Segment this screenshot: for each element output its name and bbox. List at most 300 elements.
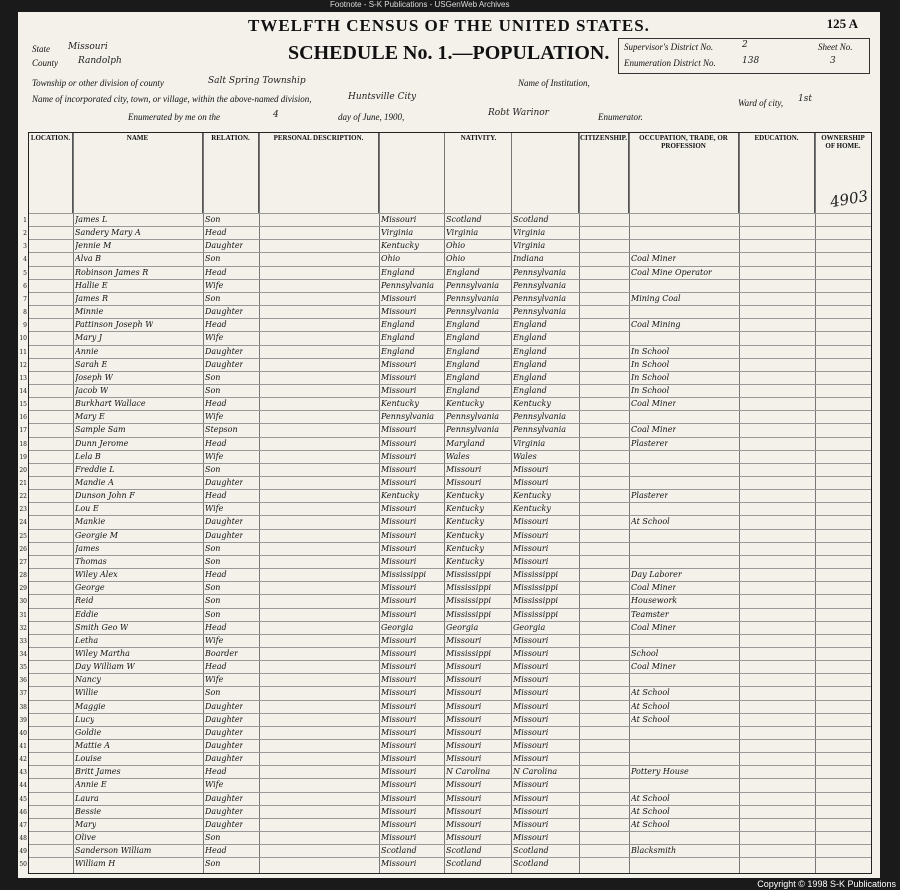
- father-birthplace: Missouri: [446, 478, 482, 487]
- line-number: 34: [19, 650, 27, 658]
- line-number: 23: [19, 506, 27, 514]
- mother-birthplace: Missouri: [513, 530, 549, 540]
- occupation: Coal Miner: [631, 399, 677, 409]
- relation: Head: [205, 228, 227, 238]
- line-number: 5: [23, 269, 27, 277]
- relation: Wife: [205, 451, 224, 461]
- father-birthplace: England: [446, 333, 480, 343]
- relation: Wife: [205, 675, 224, 685]
- father-birthplace: Mississippi: [446, 596, 492, 606]
- line-number: 32: [19, 624, 27, 632]
- line-number: 18: [19, 440, 27, 448]
- mother-birthplace: Georgia: [513, 622, 546, 632]
- birthplace: Missouri: [381, 754, 417, 764]
- mother-birthplace: N Carolina: [513, 767, 558, 777]
- person-name: Alva B: [75, 254, 102, 264]
- father-birthplace: Missouri: [446, 675, 482, 685]
- stamp-number: 4903: [828, 186, 870, 212]
- relation: Head: [205, 662, 227, 672]
- line-number: 10: [19, 335, 27, 343]
- father-birthplace: Missouri: [446, 754, 482, 764]
- occupation: At School: [631, 806, 670, 816]
- father-birthplace: Kentucky: [446, 530, 484, 540]
- relation: Daughter: [205, 701, 244, 711]
- institution-label: Name of Institution,: [518, 78, 590, 88]
- person-name: Thomas: [75, 556, 107, 566]
- table-row: [19, 857, 871, 873]
- father-birthplace: Georgia: [446, 622, 479, 632]
- person-name: Maggie: [75, 701, 106, 711]
- occupation: In School: [631, 346, 670, 356]
- occupation: Pottery House: [631, 767, 689, 777]
- mother-birthplace: England: [513, 385, 547, 395]
- father-birthplace: Maryland: [446, 438, 485, 448]
- line-number: 30: [19, 598, 27, 606]
- mother-birthplace: Mississippi: [513, 609, 559, 619]
- col-occupation: OCCUPATION, TRADE, OR PROFESSION: [629, 133, 739, 213]
- enum-day: 4: [273, 110, 279, 120]
- person-name: Mandie A: [75, 478, 114, 487]
- birthplace: Missouri: [381, 464, 417, 474]
- relation: Son: [205, 372, 221, 382]
- line-number: 19: [19, 453, 27, 461]
- birthplace: Missouri: [381, 293, 417, 303]
- col-ownership: OWNERSHIP OF HOME.: [821, 134, 865, 150]
- person-name: Lucy: [75, 714, 95, 724]
- birthplace: England: [381, 267, 415, 277]
- person-name: Pattinson Joseph W: [75, 320, 154, 330]
- birthplace: Kentucky: [381, 399, 419, 409]
- birthplace: Missouri: [381, 504, 417, 514]
- occupation: Housework: [631, 596, 678, 606]
- mother-birthplace: Missouri: [513, 741, 549, 750]
- birthplace: Mississippi: [381, 570, 427, 580]
- occupation: At School: [631, 819, 670, 829]
- person-name: Jennie M: [75, 241, 112, 251]
- father-birthplace: Mississippi: [446, 570, 492, 580]
- line-number: 40: [19, 729, 27, 737]
- birthplace: Missouri: [381, 833, 417, 843]
- person-name: Reid: [75, 596, 94, 606]
- father-birthplace: Mississippi: [446, 648, 492, 658]
- occupation: At School: [631, 517, 670, 527]
- person-name: William H: [75, 859, 116, 869]
- line-number: 9: [23, 322, 27, 330]
- line-number: 15: [19, 401, 27, 409]
- person-name: Mary J: [75, 333, 103, 343]
- line-number: 43: [19, 769, 27, 777]
- father-birthplace: Missouri: [446, 806, 482, 816]
- line-number: 42: [19, 756, 27, 764]
- occupation: Coal Mining: [631, 320, 681, 330]
- relation: Head: [205, 846, 227, 856]
- relation: Wife: [205, 780, 224, 790]
- relation: Son: [205, 254, 221, 264]
- mother-birthplace: Missouri: [513, 517, 549, 527]
- mother-birthplace: Missouri: [513, 701, 549, 711]
- line-number: 38: [19, 703, 27, 711]
- ward-label: Ward of city,: [738, 98, 784, 108]
- line-number: 28: [19, 572, 27, 580]
- birthplace: Missouri: [381, 648, 417, 658]
- relation: Son: [205, 464, 221, 474]
- birthplace: Georgia: [381, 622, 414, 632]
- copyright: Copyright © 1998 S-K Publications: [757, 879, 896, 889]
- birthplace: Missouri: [381, 806, 417, 816]
- father-birthplace: Kentucky: [446, 399, 484, 409]
- relation: Wife: [205, 504, 224, 514]
- birthplace: England: [381, 320, 415, 330]
- occupation: Coal Miner: [631, 425, 677, 435]
- person-name: Robinson James R: [75, 267, 149, 277]
- birthplace: Pennsylvania: [381, 412, 435, 422]
- col-location: LOCATION.: [29, 133, 73, 213]
- mother-birthplace: Missouri: [513, 648, 549, 658]
- birthplace: Missouri: [381, 859, 417, 869]
- line-number: 31: [19, 611, 27, 619]
- relation: Daughter: [205, 806, 244, 816]
- occupation: School: [631, 648, 659, 658]
- mother-birthplace: Missouri: [513, 819, 549, 829]
- relation: Head: [205, 399, 227, 409]
- father-birthplace: Scotland: [446, 859, 482, 869]
- line-number: 33: [19, 637, 27, 645]
- person-name: Eddie: [75, 609, 99, 619]
- relation: Son: [205, 609, 221, 619]
- relation: Daughter: [205, 346, 244, 356]
- person-name: George: [75, 583, 105, 593]
- occupation: At School: [631, 714, 670, 724]
- mother-birthplace: Missouri: [513, 754, 549, 764]
- mother-birthplace: Missouri: [513, 688, 549, 698]
- father-birthplace: Mississippi: [446, 609, 492, 619]
- mother-birthplace: Wales: [513, 451, 537, 461]
- birthplace: Missouri: [381, 307, 417, 317]
- father-birthplace: Missouri: [446, 741, 482, 750]
- person-name: Louise: [75, 754, 102, 764]
- birthplace: England: [381, 346, 415, 356]
- birthplace: Missouri: [381, 372, 417, 382]
- mother-birthplace: Mississippi: [513, 583, 559, 593]
- census-grid: [19, 132, 872, 874]
- father-birthplace: Wales: [446, 451, 470, 461]
- mother-birthplace: Indiana: [513, 254, 544, 264]
- line-number: 50: [19, 861, 27, 869]
- state-label: State: [32, 44, 50, 54]
- relation: Daughter: [205, 517, 244, 527]
- relation: Daughter: [205, 714, 244, 724]
- mother-birthplace: Pennsylvania: [513, 425, 567, 435]
- line-number: 13: [19, 374, 27, 382]
- person-name: James: [75, 543, 100, 553]
- birthplace: Missouri: [381, 543, 417, 553]
- supervisor-value: 2: [742, 40, 748, 50]
- mother-birthplace: Pennsylvania: [513, 267, 567, 277]
- father-birthplace: Kentucky: [446, 543, 484, 553]
- father-birthplace: England: [446, 385, 480, 395]
- relation: Boarder: [205, 648, 238, 658]
- census-sheet: [18, 12, 880, 878]
- sheet-label: Sheet No.: [818, 42, 853, 52]
- person-name: Sanderson William: [75, 846, 152, 856]
- person-name: Nancy: [75, 675, 101, 685]
- col-citizenship: CITIZENSHIP.: [579, 133, 629, 213]
- father-birthplace: Missouri: [446, 793, 482, 803]
- occupation: Coal Miner: [631, 622, 677, 632]
- father-birthplace: Kentucky: [446, 504, 484, 514]
- father-birthplace: Pennsylvania: [446, 280, 500, 290]
- relation: Daughter: [205, 754, 244, 764]
- relation: Head: [205, 267, 227, 277]
- father-birthplace: Missouri: [446, 635, 482, 645]
- relation: Wife: [205, 280, 224, 290]
- relation: Daughter: [205, 741, 244, 750]
- line-number: 3: [23, 243, 27, 251]
- line-number: 27: [19, 558, 27, 566]
- relation: Son: [205, 293, 221, 303]
- birthplace: Missouri: [381, 583, 417, 593]
- enum-month-label: day of June, 1900,: [338, 112, 405, 122]
- relation: Daughter: [205, 819, 244, 829]
- line-number: 16: [19, 414, 27, 422]
- birthplace: Missouri: [381, 596, 417, 606]
- person-name: James L: [75, 215, 108, 224]
- line-number: 29: [19, 585, 27, 593]
- birthplace: Missouri: [381, 662, 417, 672]
- enumerator-name: Robt Warinor: [488, 108, 549, 118]
- father-birthplace: Pennsylvania: [446, 293, 500, 303]
- line-number: 17: [19, 427, 27, 435]
- birthplace: Missouri: [381, 478, 417, 487]
- mother-birthplace: Pennsylvania: [513, 280, 567, 290]
- person-name: Sample Sam: [75, 425, 126, 435]
- col-education: EDUCATION.: [739, 133, 815, 213]
- mother-birthplace: Kentucky: [513, 399, 551, 409]
- sheet-value: 3: [830, 56, 836, 66]
- mother-birthplace: Missouri: [513, 543, 549, 553]
- father-birthplace: Scotland: [446, 846, 482, 856]
- enumerated-label: Enumerated by me on the: [128, 112, 220, 122]
- relation: Son: [205, 556, 221, 566]
- father-birthplace: Missouri: [446, 714, 482, 724]
- occupation: In School: [631, 359, 670, 369]
- relation: Head: [205, 767, 227, 777]
- birthplace: Missouri: [381, 780, 417, 790]
- enum-district-value: 138: [742, 56, 760, 66]
- father-birthplace: Pennsylvania: [446, 425, 500, 435]
- father-birthplace: Mississippi: [446, 583, 492, 593]
- col-relation: RELATION.: [203, 133, 259, 213]
- relation: Daughter: [205, 307, 244, 317]
- line-number: 20: [19, 466, 27, 474]
- birthplace: Missouri: [381, 438, 417, 448]
- father-birthplace: Virginia: [446, 228, 479, 238]
- birthplace: Kentucky: [381, 241, 419, 251]
- person-name: Mattie A: [75, 741, 111, 750]
- relation: Daughter: [205, 793, 244, 803]
- mother-birthplace: Missouri: [513, 780, 549, 790]
- line-number: 12: [19, 361, 27, 369]
- occupation: Blacksmith: [631, 846, 677, 856]
- relation: Son: [205, 583, 221, 593]
- person-name: Dunn Jerome: [75, 438, 129, 448]
- occupation: At School: [631, 793, 670, 803]
- birthplace: Ohio: [381, 254, 401, 264]
- mother-birthplace: England: [513, 372, 547, 382]
- person-name: Annie: [75, 346, 99, 356]
- line-number: 45: [19, 795, 27, 803]
- line-number: 4: [23, 256, 27, 264]
- line-number: 14: [19, 387, 27, 395]
- line-number: 22: [19, 493, 27, 501]
- mother-birthplace: Missouri: [513, 714, 549, 724]
- birthplace: Missouri: [381, 517, 417, 527]
- county-label: County: [32, 58, 58, 68]
- father-birthplace: Ohio: [446, 241, 466, 251]
- mother-birthplace: Mississippi: [513, 570, 559, 580]
- birthplace: Missouri: [381, 819, 417, 829]
- occupation: Coal Mine Operator: [631, 267, 712, 277]
- birthplace: Scotland: [381, 846, 417, 856]
- person-name: Britt James: [75, 767, 121, 777]
- birthplace: Missouri: [381, 688, 417, 698]
- line-number: 21: [19, 480, 27, 487]
- person-name: Bessie: [75, 806, 102, 816]
- mother-birthplace: England: [513, 346, 547, 356]
- person-name: Mary E: [75, 412, 105, 422]
- person-name: Letha: [75, 635, 99, 645]
- mother-birthplace: Kentucky: [513, 504, 551, 514]
- mother-birthplace: Scotland: [513, 215, 549, 224]
- father-birthplace: Missouri: [446, 833, 482, 843]
- mother-birthplace: Pennsylvania: [513, 293, 567, 303]
- occupation: Teamster: [631, 609, 669, 619]
- person-name: Willie: [75, 688, 99, 698]
- enum-district-label: Enumeration District No.: [624, 58, 716, 68]
- relation: Son: [205, 833, 221, 843]
- occupation: At School: [631, 688, 670, 698]
- person-name: Wiley Martha: [75, 648, 130, 658]
- relation: Head: [205, 570, 227, 580]
- father-birthplace: Ohio: [446, 254, 466, 264]
- father-birthplace: Pennsylvania: [446, 307, 500, 317]
- col-nativity: NATIVITY.: [379, 133, 579, 213]
- ward-value: 1st: [798, 94, 812, 104]
- occupation: Plasterer: [631, 491, 669, 501]
- person-name: Burkhart Wallace: [75, 399, 146, 409]
- occupation: Mining Coal: [631, 293, 681, 303]
- line-number: 37: [19, 690, 27, 698]
- supervisor-label: Supervisor's District No.: [624, 42, 714, 52]
- relation: Daughter: [205, 241, 244, 251]
- relation: Daughter: [205, 478, 244, 487]
- relation: Son: [205, 688, 221, 698]
- occupation: Coal Miner: [631, 583, 677, 593]
- relation: Wife: [205, 635, 224, 645]
- mother-birthplace: Virginia: [513, 228, 546, 238]
- birthplace: Kentucky: [381, 491, 419, 501]
- birthplace: Missouri: [381, 556, 417, 566]
- enumerator-label: Enumerator.: [598, 112, 643, 122]
- place-value: Huntsville City: [348, 92, 417, 102]
- line-number: 11: [19, 348, 27, 356]
- father-birthplace: England: [446, 267, 480, 277]
- father-birthplace: Kentucky: [446, 491, 484, 501]
- father-birthplace: England: [446, 359, 480, 369]
- schedule-title: SCHEDULE No. 1.—POPULATION.: [288, 42, 610, 64]
- relation: Son: [205, 596, 221, 606]
- relation: Son: [205, 543, 221, 553]
- line-number: 35: [19, 664, 27, 672]
- line-number: 26: [19, 545, 27, 553]
- line-number: 2: [23, 230, 27, 238]
- relation: Head: [205, 320, 227, 330]
- relation: Daughter: [205, 359, 244, 369]
- line-number: 24: [19, 519, 27, 527]
- person-name: Mankie: [75, 517, 106, 527]
- person-name: Sarah E: [75, 359, 108, 369]
- birthplace: Missouri: [381, 701, 417, 711]
- person-name: Minnie: [75, 307, 104, 317]
- person-name: Jacob W: [75, 385, 109, 395]
- mother-birthplace: Missouri: [513, 806, 549, 816]
- mother-birthplace: Virginia: [513, 438, 546, 448]
- mother-birthplace: Missouri: [513, 727, 549, 737]
- line-number: 25: [19, 532, 27, 540]
- census-title: TWELFTH CENSUS OF THE UNITED STATES.: [248, 16, 650, 35]
- birthplace: Missouri: [381, 359, 417, 369]
- line-number: 1: [23, 217, 27, 224]
- page-number: 125 A: [826, 16, 858, 31]
- father-birthplace: Pennsylvania: [446, 412, 500, 422]
- col-name: NAME: [73, 133, 203, 213]
- occupation: In School: [631, 372, 670, 382]
- relation: Daughter: [205, 530, 244, 540]
- birthplace: Missouri: [381, 635, 417, 645]
- birthplace: Missouri: [381, 530, 417, 540]
- birthplace: England: [381, 333, 415, 343]
- line-number: 7: [23, 295, 27, 303]
- occupation: Coal Miner: [631, 254, 677, 264]
- relation: Head: [205, 622, 227, 632]
- father-birthplace: Missouri: [446, 819, 482, 829]
- line-number: 39: [19, 716, 27, 724]
- person-name: Freddie L: [75, 464, 115, 474]
- person-name: Smith Geo W: [75, 622, 129, 632]
- person-name: Goldie: [75, 727, 102, 737]
- occupation: Day Laborer: [631, 570, 682, 580]
- occupation: Coal Miner: [631, 662, 677, 672]
- occupation: Plasterer: [631, 438, 669, 448]
- father-birthplace: Missouri: [446, 662, 482, 672]
- archive-banner: Footnote - S-K Publications - USGenWeb Archives: [330, 0, 510, 9]
- father-birthplace: England: [446, 346, 480, 356]
- father-birthplace: England: [446, 372, 480, 382]
- person-name: Lela B: [75, 451, 101, 461]
- mother-birthplace: Pennsylvania: [513, 307, 567, 317]
- birthplace: Missouri: [381, 741, 417, 750]
- birthplace: Missouri: [381, 675, 417, 685]
- occupation: At School: [631, 701, 670, 711]
- mother-birthplace: England: [513, 359, 547, 369]
- birthplace: Pennsylvania: [381, 280, 435, 290]
- line-number: 47: [19, 821, 27, 829]
- line-number: 46: [19, 808, 27, 816]
- mother-birthplace: Missouri: [513, 635, 549, 645]
- relation: Son: [205, 385, 221, 395]
- place-label: Name of incorporated city, town, or village, within the above-named division,: [32, 94, 312, 104]
- relation: Head: [205, 491, 227, 501]
